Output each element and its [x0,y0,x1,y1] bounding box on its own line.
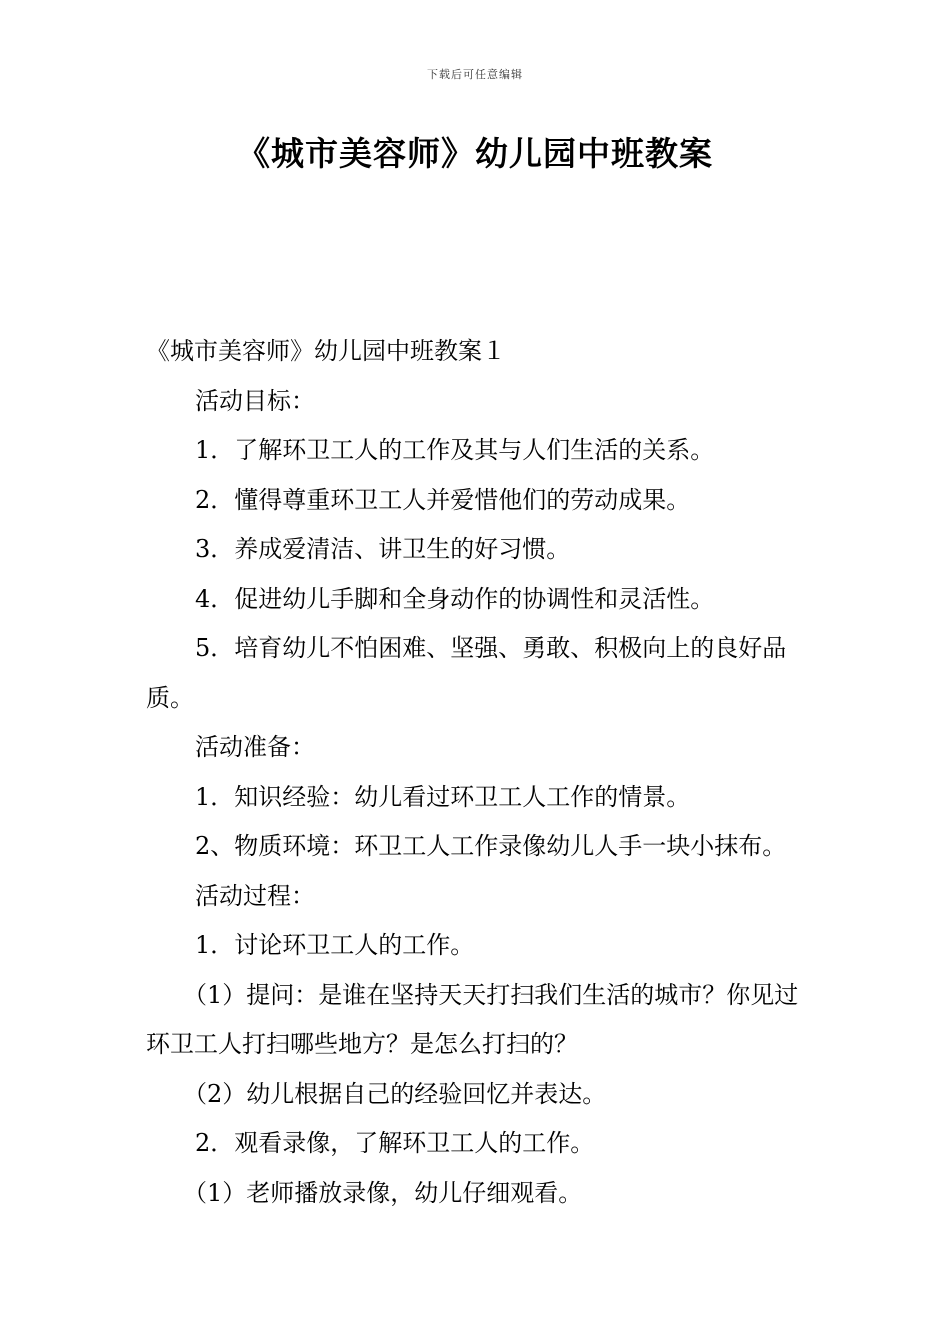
prep-item: 1．知识经验：幼儿看过环卫工人工作的情景。 [195,782,691,811]
goal-item: 2．懂得尊重环卫工人并爱惜他们的劳动成果。 [195,485,691,514]
document-title: 《城市美容师》幼儿园中班教案 [237,134,713,173]
header-note: 下载后可任意编辑 [427,68,523,81]
goal-item: 3．养成爱清洁、讲卫生的好习惯。 [195,535,571,563]
process-step: 2．观看录像，了解环卫工人的工作。 [195,1129,595,1157]
goal-item: 1．了解环卫工人的工作及其与人们生活的关系。 [195,436,715,464]
process-substep: （1）提问：是谁在坚持天天打扫我们生活的城市？你见过环卫工人打扫哪些地方？是怎么打扫的？ [146,980,799,1058]
process-step: 1．讨论环卫工人的工作。 [195,931,475,959]
process-substep: （1）老师播放录像，幼儿仔细观看。 [183,1178,583,1207]
goal-item: 5．培育幼儿不怕困难、坚强、勇敢、积极向上的良好品质。 [146,634,787,712]
document-body [146,327,808,1218]
prep-item: 2、物质环境：环卫工人工作录像幼儿人手一块小抹布。 [195,832,787,860]
goals-heading: 活动目标： [195,386,315,415]
goal-item: 4．促进幼儿手脚和全身动作的协调性和灵活性。 [195,584,715,613]
process-heading: 活动过程： [195,881,315,910]
section-heading: 《城市美容师》幼儿园中班教案１ [146,337,506,365]
prep-heading: 活动准备： [195,733,315,761]
process-substep: （2）幼儿根据自己的经验回忆并表达。 [183,1079,607,1108]
